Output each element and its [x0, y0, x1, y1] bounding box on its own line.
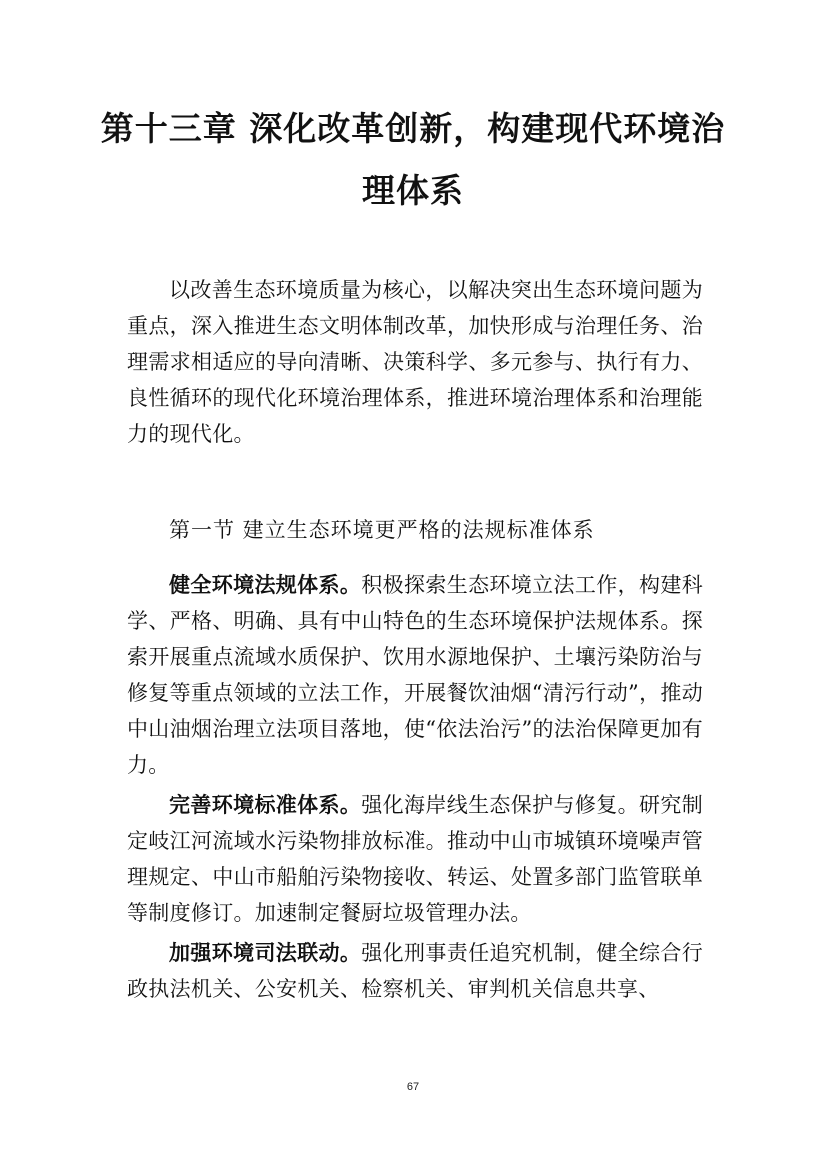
intro-block [127, 272, 703, 452]
paragraph-heading: 健全环境法规体系。 [169, 573, 362, 597]
paragraph-standards [127, 787, 703, 931]
section-title: 第一节 建立生态环境更严格的法规标准体系 [169, 518, 595, 542]
paragraph-judicial [127, 935, 703, 1007]
intro-paragraph: 以改善生态环境质量为核心，以解决突出生态环境问题为重点，深入推进生态文明体制改革，加快形成与治理任务、治理需求相适应的导向清晰、决策科学、多元参与、执行有力、良性循环的现代化环境治理体系，推进环境治理体系和治理能力的现代化。 [127, 278, 703, 446]
chapter-title: 第十三章 深化改革创新，构建现代环境治理体系 [100, 109, 726, 210]
paragraph-regulations [127, 567, 703, 783]
paragraph-text: 强化海岸线生态保护与修复。研究制定岐江河流域水污染物排放标准。推动中山市城镇环境噪声管理规定、中山市船舶污染物接收、转运、处置多部门监管联单等制度修订。加速制定餐厨垃圾管理办法。 [127, 793, 703, 925]
page-number: 67 [406, 1081, 420, 1093]
paragraph-heading: 加强环境司法联动。 [169, 941, 362, 965]
paragraph-text: 强化刑事责任追究机制，健全综合行政执法机关、公安机关、检察机关、审判机关信息共享、 [127, 941, 703, 1001]
section-body [127, 567, 703, 1007]
paragraph-heading: 完善环境标准体系。 [169, 793, 362, 817]
paragraph-text: 积极探索生态环境立法工作，构建科学、严格、明确、具有中山特色的生态环境保护法规体系。探索开展重点流域水质保护、饮用水源地保护、土壤污染防治与修复等重点领域的立法工作，开展餐饮油烟“清污行动”，推动中山油烟治理立法项目落地，使“依法治污”的法治保障更加有力。 [127, 573, 703, 777]
